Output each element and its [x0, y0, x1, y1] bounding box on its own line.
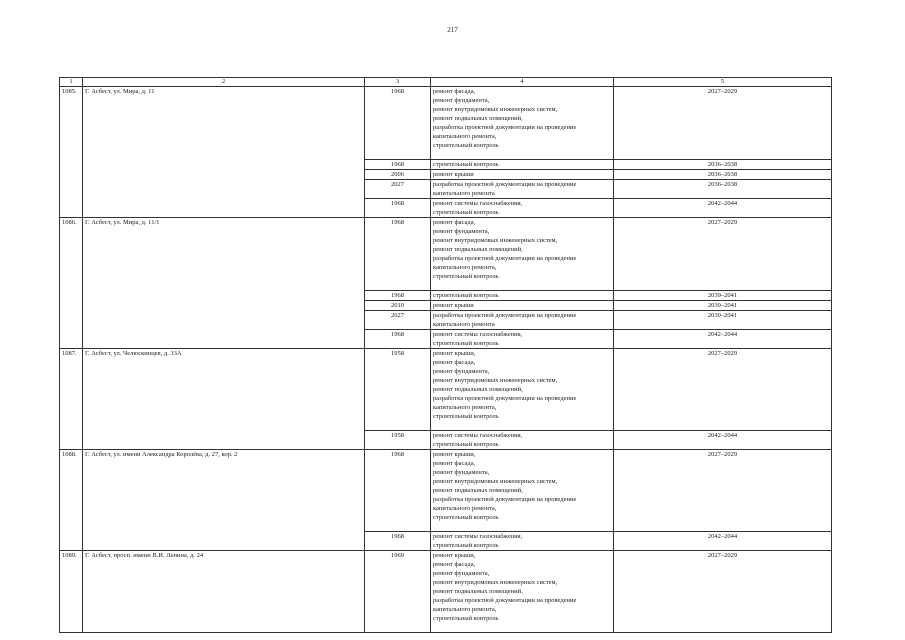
work-item: капитального ремонта,: [433, 606, 497, 613]
works-cell: [431, 551, 614, 633]
work-item: ремонт внутридомовых инженерных систем,: [433, 106, 558, 113]
period-cell: 2042–2044: [614, 532, 832, 551]
table-row: [60, 551, 832, 633]
work-item: разработка проектной документации на проведение: [433, 181, 577, 188]
work-item: ремонт системы газоснабжения,: [433, 533, 523, 540]
object-address: Г. Асбест, ул. Челюскинцев, д. 33А: [83, 349, 365, 450]
work-item: капитального ремонта,: [433, 404, 497, 411]
work-item: строительный контроль: [433, 542, 499, 549]
work-item: ремонт фасада,: [433, 359, 476, 366]
page-number: 217: [447, 26, 458, 34]
works-cell: [431, 199, 614, 218]
period-cell: 2042–2044: [614, 431, 832, 450]
work-item: строительный контроль: [433, 413, 499, 420]
work-item: ремонт фасада,: [433, 460, 476, 467]
works-cell: [431, 349, 614, 431]
works-cell: [431, 170, 614, 180]
year-cell: 1968: [365, 218, 431, 291]
table-body: [60, 87, 832, 633]
work-item: капитального ремонта,: [433, 505, 497, 512]
year-cell: 2027: [365, 311, 431, 330]
works-cell: [431, 87, 614, 160]
work-item: ремонт фундамента,: [433, 570, 490, 577]
period-cell: 2036–2038: [614, 170, 832, 180]
work-item: строительный контроль: [433, 441, 499, 448]
year-cell: 1968: [365, 87, 431, 160]
year-cell: 1968: [365, 450, 431, 532]
work-item: ремонт системы газоснабжения,: [433, 200, 523, 207]
works-cell: [431, 301, 614, 311]
work-item: строительный контроль: [433, 292, 499, 299]
work-item: ремонт крыши: [433, 302, 474, 309]
object-address: Г. Асбест, ул. имени Александра Королёва, д. 27, кор. 2: [83, 450, 365, 551]
work-item: ремонт фундамента,: [433, 228, 490, 235]
work-item: ремонт фундамента,: [433, 368, 490, 375]
column-header: 4: [431, 78, 614, 87]
year-cell: 1968: [365, 199, 431, 218]
work-item: строительный контроль: [433, 340, 499, 347]
object-number: 1086.: [60, 218, 83, 349]
works-cell: [431, 180, 614, 199]
period-cell: 2039–2041: [614, 301, 832, 311]
period-cell: 2027–2029: [614, 218, 832, 291]
column-header: 1: [60, 78, 83, 87]
works-cell: [431, 160, 614, 170]
year-cell: 1968: [365, 160, 431, 170]
works-cell: [431, 431, 614, 450]
year-cell: 1968: [365, 291, 431, 301]
work-item: разработка проектной документации на проведение: [433, 124, 577, 131]
work-item: ремонт крыши,: [433, 552, 476, 559]
year-cell: 2006: [365, 170, 431, 180]
work-item: ремонт внутридомовых инженерных систем,: [433, 237, 558, 244]
work-item: капитального ремонта: [433, 321, 495, 328]
object-number: 1088.: [60, 450, 83, 551]
object-address: Г. Асбест, ул. Мира, д. 11: [83, 87, 365, 218]
work-item: разработка проектной документации на проведение: [433, 255, 577, 262]
period-cell: 2027–2029: [614, 349, 832, 431]
work-item: ремонт подвальных помещений,: [433, 487, 523, 494]
period-cell: 2027–2029: [614, 450, 832, 532]
spacer: [433, 522, 611, 531]
work-item: ремонт фасада,: [433, 219, 476, 226]
work-item: строительный контроль: [433, 615, 499, 622]
year-cell: 1969: [365, 551, 431, 633]
work-item: ремонт внутридомовых инженерных систем,: [433, 579, 558, 586]
work-item: ремонт подвальных помещений,: [433, 246, 523, 253]
year-cell: 2010: [365, 301, 431, 311]
object-number: 1089.: [60, 551, 83, 633]
work-item: ремонт внутридомовых инженерных систем,: [433, 377, 558, 384]
work-item: капитального ремонта,: [433, 133, 497, 140]
work-item: строительный контроль: [433, 273, 499, 280]
work-item: ремонт подвальных помещений,: [433, 386, 523, 393]
table-row: [60, 218, 832, 291]
work-item: ремонт подвальных помещений,: [433, 588, 523, 595]
work-item: ремонт фундамента,: [433, 97, 490, 104]
work-item: разработка проектной документации на проведение: [433, 597, 577, 604]
work-item: ремонт внутридомовых инженерных систем,: [433, 478, 558, 485]
work-item: ремонт крыши,: [433, 451, 476, 458]
period-cell: 2042–2044: [614, 199, 832, 218]
object-address: Г. Асбест, просп. имени В.И. Ленина, д. 24: [83, 551, 365, 633]
work-item: капитального ремонта: [433, 190, 495, 197]
spacer: [433, 421, 611, 430]
work-item: ремонт фасада,: [433, 88, 476, 95]
works-cell: [431, 532, 614, 551]
capital-repair-table: [59, 77, 832, 633]
table-row: [60, 450, 832, 532]
object-number: 1085.: [60, 87, 83, 218]
period-cell: 2027–2029: [614, 551, 832, 633]
object-number: 1087.: [60, 349, 83, 450]
table-row: [60, 349, 832, 431]
period-cell: 2039–2041: [614, 291, 832, 301]
works-cell: [431, 291, 614, 301]
period-cell: 2036–2038: [614, 160, 832, 170]
column-header: 2: [83, 78, 365, 87]
period-cell: 2036–2038: [614, 180, 832, 199]
year-cell: 2027: [365, 180, 431, 199]
year-cell: 1968: [365, 532, 431, 551]
work-item: разработка проектной документации на проведение: [433, 496, 577, 503]
header-row: [60, 78, 832, 87]
year-cell: 1958: [365, 431, 431, 450]
work-item: строительный контроль: [433, 514, 499, 521]
column-header: 3: [365, 78, 431, 87]
work-item: разработка проектной документации на проведение: [433, 395, 577, 402]
work-item: строительный контроль: [433, 161, 499, 168]
works-cell: [431, 218, 614, 291]
object-address: Г. Асбест, ул. Мира, д. 11/1: [83, 218, 365, 349]
work-item: капитального ремонта,: [433, 264, 497, 271]
work-item: ремонт крыши: [433, 171, 474, 178]
spacer: [433, 281, 611, 290]
period-cell: 2039–2041: [614, 311, 832, 330]
works-cell: [431, 450, 614, 532]
work-item: ремонт системы газоснабжения,: [433, 331, 523, 338]
period-cell: 2042–2044: [614, 330, 832, 349]
year-cell: 1958: [365, 349, 431, 431]
work-item: строительный контроль: [433, 209, 499, 216]
work-item: ремонт системы газоснабжения,: [433, 432, 523, 439]
year-cell: 1968: [365, 330, 431, 349]
work-item: строительный контроль: [433, 142, 499, 149]
work-item: ремонт фасада,: [433, 561, 476, 568]
work-item: ремонт фундамента,: [433, 469, 490, 476]
works-cell: [431, 330, 614, 349]
period-cell: 2027–2029: [614, 87, 832, 160]
spacer: [433, 150, 611, 159]
works-cell: [431, 311, 614, 330]
work-item: ремонт подвальных помещений,: [433, 115, 523, 122]
work-item: разработка проектной документации на проведение: [433, 312, 577, 319]
column-header: 5: [614, 78, 832, 87]
table-row: [60, 87, 832, 160]
spacer: [433, 623, 611, 632]
work-item: ремонт крыши,: [433, 350, 476, 357]
